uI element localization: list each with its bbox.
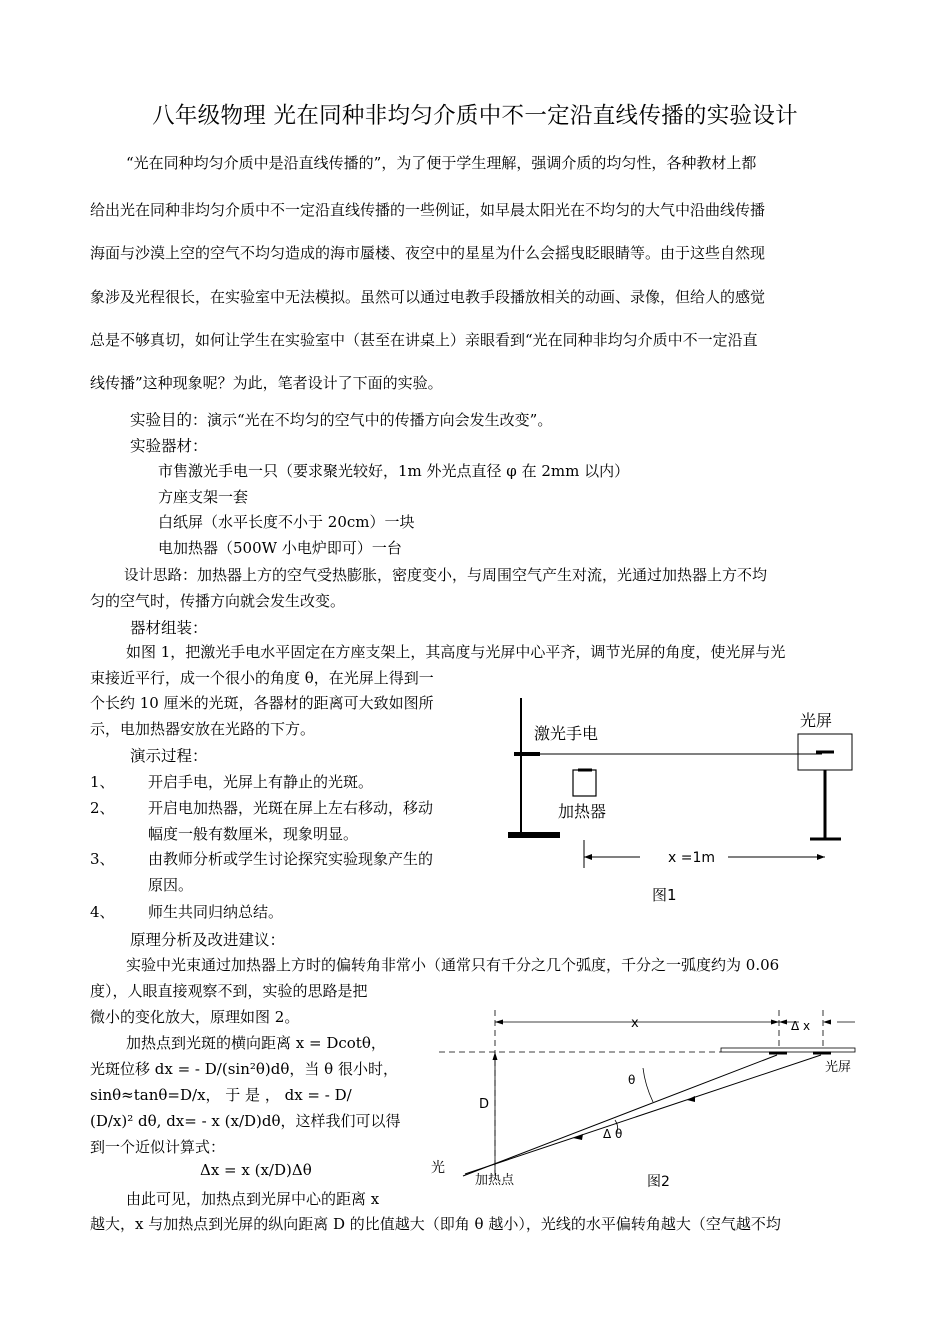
principle-line: 度），人眼直接观察不到，实验的思路是把 (90, 982, 368, 1000)
principle-line: 越大，x 与加热点到光屏的纵向距离 D 的比值越大（即角 θ 越小），光线的水平偏转角越大（空气越不均 (90, 1215, 781, 1233)
theta-label: θ (628, 1073, 636, 1087)
purpose-label: 实验目的 (130, 411, 193, 429)
laser-label: 激光手电 (534, 724, 599, 743)
step-text: 原因。 (148, 876, 194, 894)
assembly-line-4: 示，电加热器安放在光路的下方。 (90, 720, 316, 738)
assembly-line-3: 个长约 10 厘米的光斑，各器材的距离可大致如图所 (90, 694, 434, 712)
figure-2-caption: 图2 (647, 1174, 670, 1190)
step-number: 3、 (90, 850, 115, 868)
screen-label-2: 光屏 (825, 1060, 852, 1075)
heater-label: 加热器 (558, 802, 607, 821)
principle-line: 加热点到光斑的横向距离 x = Dcotθ， (126, 1034, 386, 1052)
material-item: 市售激光手电一只（要求聚光较好，1m 外光点直径 φ 在 2mm 以内） (158, 462, 630, 480)
assembly-label: 器材组装： (130, 619, 208, 637)
light-ray-2 (465, 1055, 821, 1174)
assembly-line-1: 如图 1，把激光手电水平固定在方座支架上，其高度与光屏中心平齐，调节光屏的角度，使光屏与光 (126, 643, 786, 661)
step-number: 2、 (90, 799, 115, 817)
principle-line: (D/x)² dθ, dx= - x (x/D)dθ，这样我们可以得 (90, 1112, 401, 1130)
purpose-text: ：演示“光在不均匀的空气中的传播方向会发生改变”。 (192, 411, 553, 429)
step-number: 1、 (90, 773, 115, 791)
page-title: 八年级物理 光在同种非均匀介质中不一定沿直线传播的实验设计 (152, 103, 798, 129)
stand-base (508, 832, 560, 838)
material-item: 电加热器（500W 小电炉即可）一台 (158, 539, 402, 557)
intro-line-6: 线传播”这种现象呢？为此，笔者设计了下面的实验。 (90, 374, 443, 392)
demo-label: 演示过程： (130, 747, 208, 765)
design-line-1: 设计思路：加热器上方的空气受热膨胀，密度变小，与周围空气产生对流，光通过加热器上方不均 (124, 566, 768, 584)
screen-label: 光屏 (800, 711, 833, 730)
principle-label: 原理分析及改进建议： (130, 931, 286, 949)
intro-line-3: 海面与沙漠上空的空气不均匀造成的海市蜃楼、夜空中的星星为什么会摇曳眨眼睛等。由于这些自然现 (90, 244, 766, 262)
theta-arc (643, 1068, 653, 1102)
principle-line: 实验中光束通过加热器上方时的偏转角非常小（通常只有千分之几个弧度，千分之一弧度约为 0.06 (126, 956, 780, 974)
d-label: D (479, 1097, 490, 1112)
x-label: x (631, 1016, 639, 1031)
screen-plate (721, 1048, 855, 1052)
step-text: 开启手电，光屏上有静止的光斑。 (148, 773, 374, 791)
light-label: 光 (431, 1160, 445, 1176)
intro-line-4: 象涉及光程很长，在实验室中无法模拟。虽然可以通过电教手段播放相关的动画、录像，但给人的感觉 (90, 288, 766, 306)
step-text: 由教师分析或学生讨论探究实验现象产生的 (148, 850, 434, 868)
intro-line-2: 给出光在同种非均匀介质中不一定沿直线传播的一些例证，如早晨太阳光在不均匀的大气中沿曲线传播 (90, 201, 766, 219)
principle-line: 到一个近似计算式： (90, 1138, 226, 1156)
light-ray-1 (463, 1055, 777, 1176)
heat-point-label: 加热点 (475, 1173, 515, 1188)
design-label: 设计思路 (124, 568, 182, 584)
dtheta-label: Δ θ (603, 1127, 623, 1141)
step-text: 幅度一般有数厘米，现象明显。 (148, 825, 359, 843)
step-text: 开启电加热器，光斑在屏上左右移动，移动 (148, 799, 434, 817)
intro-line-1: “光在同种均匀介质中是沿直线传播的”，为了便于学生理解，强调介质的均匀性，各种教材上都 (126, 154, 757, 172)
step-text: 师生共同归纳总结。 (148, 903, 284, 921)
heater-icon (573, 770, 596, 796)
materials-label: 实验器材： (130, 437, 208, 455)
design-line-2: 匀的空气时，传播方向就会发生改变。 (90, 592, 346, 610)
principle-line: sinθ≈tanθ=D/x， 于 是 ， dx = - D/ (90, 1086, 352, 1104)
figure-1 (500, 690, 870, 910)
principle-line: 微小的变化放大，原理如图 2。 (90, 1008, 300, 1026)
formula: Δx = x (x/D)Δθ (200, 1161, 312, 1179)
figure-1-caption: 图1 (652, 886, 677, 904)
distance-label: x =1m (668, 850, 716, 866)
assembly-line-2: 束接近平行，成一个很小的角度 θ，在光屏上得到一 (90, 669, 434, 687)
material-item: 白纸屏（水平长度不小于 20cm）一块 (158, 513, 415, 531)
intro-line-5: 总是不够真切，如何让学生在实验室中（甚至在讲桌上）亲眼看到“光在同种非均匀介质中不一定沿直 (90, 331, 758, 349)
principle-line: 由此可见，加热点到光屏中心的距离 x (126, 1190, 380, 1208)
dx-label: Δ x (791, 1019, 811, 1033)
figure-2 (425, 1000, 865, 1200)
step-number: 4、 (90, 903, 115, 921)
purpose-line (130, 408, 552, 430)
material-item: 方座支架一套 (158, 488, 249, 506)
principle-line: 光斑位移 dx = - D/(sin²θ)dθ，当 θ 很小时， (90, 1060, 398, 1078)
